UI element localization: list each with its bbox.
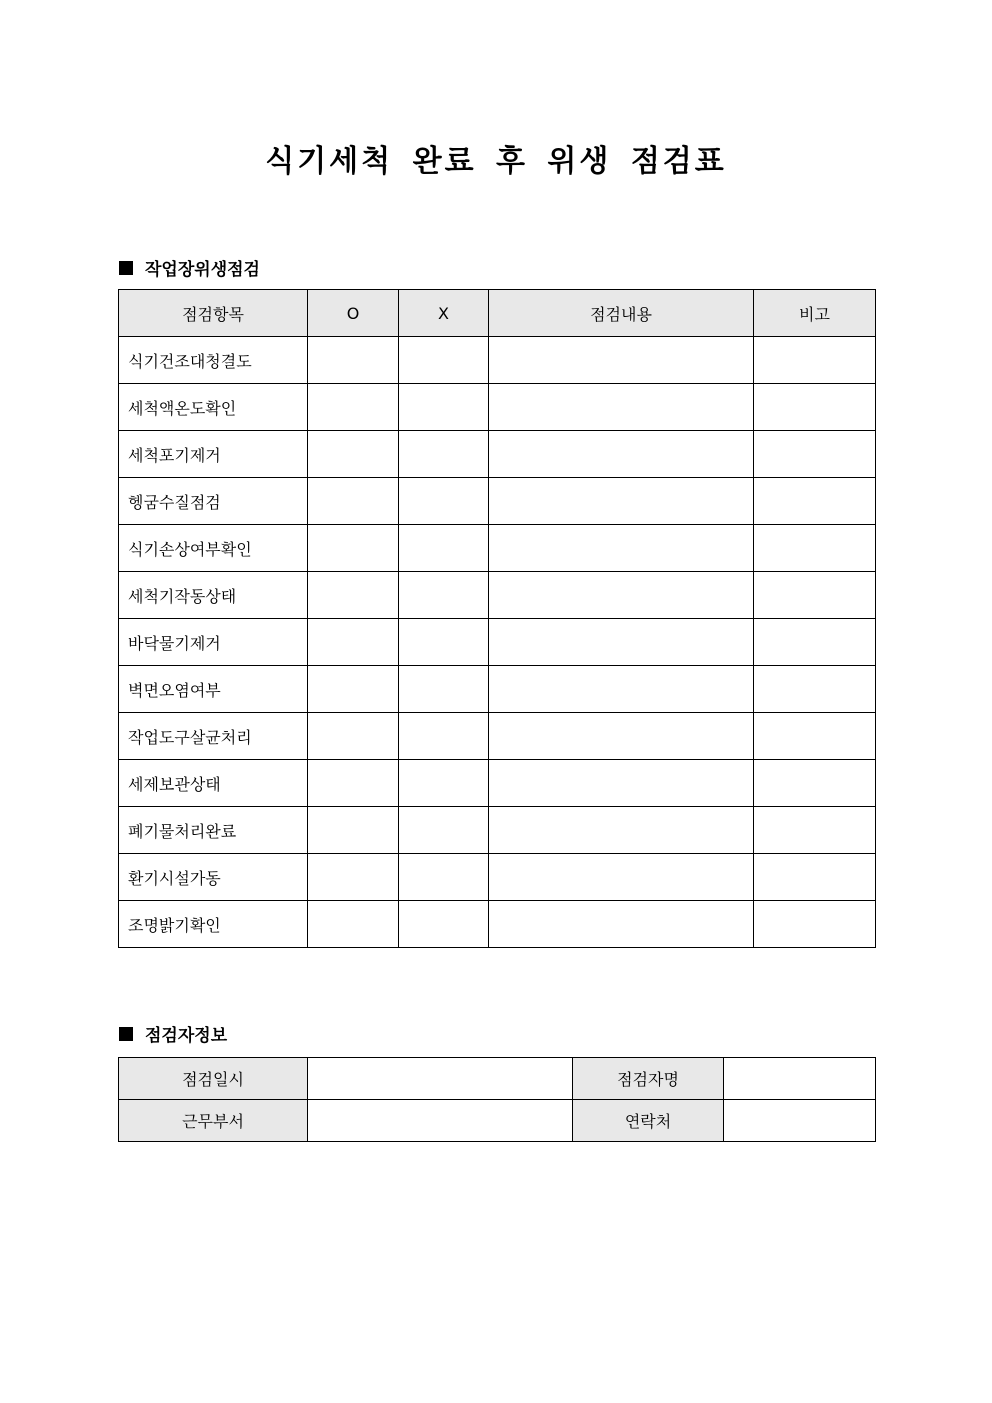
field-label-contact: 연락처 [573,1100,724,1142]
checklist-item-label: 조명밝기확인 [119,901,308,948]
o-check-cell[interactable] [308,384,399,431]
o-check-cell[interactable] [308,619,399,666]
table-row [119,666,876,713]
note-cell[interactable] [754,525,876,572]
field-value-contact[interactable] [724,1100,876,1142]
x-check-cell[interactable] [399,337,489,384]
square-bullet-icon [119,1027,133,1041]
note-cell[interactable] [754,713,876,760]
o-check-cell[interactable] [308,337,399,384]
table-row [119,901,876,948]
inspection-content-cell[interactable] [489,337,754,384]
x-check-cell[interactable] [399,572,489,619]
note-cell[interactable] [754,854,876,901]
table-row [119,1100,876,1142]
table-row [119,619,876,666]
x-check-cell[interactable] [399,807,489,854]
checklist-item-label: 세척기작동상태 [119,572,308,619]
table-row [119,1058,876,1100]
x-check-cell[interactable] [399,854,489,901]
table-row [119,572,876,619]
section-heading-inspector-info [119,1021,227,1046]
table-row [119,854,876,901]
o-check-cell[interactable] [308,478,399,525]
column-header-note: 비고 [754,290,876,337]
note-cell[interactable] [754,666,876,713]
checklist-item-label: 세척포기제거 [119,431,308,478]
table-row [119,760,876,807]
square-bullet-icon [119,261,133,275]
field-value-inspection-datetime[interactable] [308,1058,573,1100]
checklist-item-label: 헹굼수질점검 [119,478,308,525]
o-check-cell[interactable] [308,760,399,807]
table-row [119,713,876,760]
hygiene-checklist-table [118,289,876,948]
inspector-info-table [118,1057,876,1142]
inspection-content-cell[interactable] [489,478,754,525]
inspection-content-cell[interactable] [489,384,754,431]
field-value-department[interactable] [308,1100,573,1142]
table-row [119,478,876,525]
inspection-content-cell[interactable] [489,431,754,478]
note-cell[interactable] [754,478,876,525]
checklist-item-label: 바닥물기제거 [119,619,308,666]
column-header-item: 점검항목 [119,290,308,337]
x-check-cell[interactable] [399,713,489,760]
section-heading-workplace-hygiene [119,255,260,280]
table-row [119,384,876,431]
x-check-cell[interactable] [399,760,489,807]
x-check-cell[interactable] [399,478,489,525]
o-check-cell[interactable] [308,807,399,854]
table-row [119,431,876,478]
checklist-item-label: 세척액온도확인 [119,384,308,431]
checklist-item-label: 작업도구살균처리 [119,713,308,760]
o-check-cell[interactable] [308,901,399,948]
checklist-item-label: 식기손상여부확인 [119,525,308,572]
note-cell[interactable] [754,760,876,807]
column-header-o: O [308,290,399,337]
field-label-inspection-datetime: 점검일시 [119,1058,308,1100]
section-heading-label: 작업장위생점검 [145,260,260,280]
o-check-cell[interactable] [308,431,399,478]
note-cell[interactable] [754,619,876,666]
note-cell[interactable] [754,337,876,384]
field-label-department: 근무부서 [119,1100,308,1142]
note-cell[interactable] [754,431,876,478]
inspection-content-cell[interactable] [489,713,754,760]
inspection-content-cell[interactable] [489,619,754,666]
table-row [119,525,876,572]
inspection-content-cell[interactable] [489,807,754,854]
o-check-cell[interactable] [308,713,399,760]
x-check-cell[interactable] [399,525,489,572]
checklist-item-label: 식기건조대청결도 [119,337,308,384]
o-check-cell[interactable] [308,525,399,572]
note-cell[interactable] [754,572,876,619]
x-check-cell[interactable] [399,619,489,666]
x-check-cell[interactable] [399,901,489,948]
x-check-cell[interactable] [399,666,489,713]
field-label-inspector-name: 점검자명 [573,1058,724,1100]
o-check-cell[interactable] [308,854,399,901]
table-row [119,807,876,854]
checklist-item-label: 세제보관상태 [119,760,308,807]
inspection-content-cell[interactable] [489,854,754,901]
column-header-content: 점검내용 [489,290,754,337]
inspection-content-cell[interactable] [489,525,754,572]
section-heading-label: 점검자정보 [145,1026,228,1046]
note-cell[interactable] [754,901,876,948]
field-value-inspector-name[interactable] [724,1058,876,1100]
checklist-item-label: 벽면오염여부 [119,666,308,713]
inspection-content-cell[interactable] [489,666,754,713]
table-header-row [119,290,876,337]
o-check-cell[interactable] [308,666,399,713]
checklist-item-label: 환기시설가동 [119,854,308,901]
x-check-cell[interactable] [399,384,489,431]
checklist-item-label: 폐기물처리완료 [119,807,308,854]
column-header-x: X [399,290,489,337]
inspection-content-cell[interactable] [489,901,754,948]
note-cell[interactable] [754,807,876,854]
document-title: 식기세척 완료 후 위생 점검표 [265,144,727,179]
note-cell[interactable] [754,384,876,431]
inspection-content-cell[interactable] [489,572,754,619]
o-check-cell[interactable] [308,572,399,619]
inspection-content-cell[interactable] [489,760,754,807]
x-check-cell[interactable] [399,431,489,478]
table-row [119,337,876,384]
